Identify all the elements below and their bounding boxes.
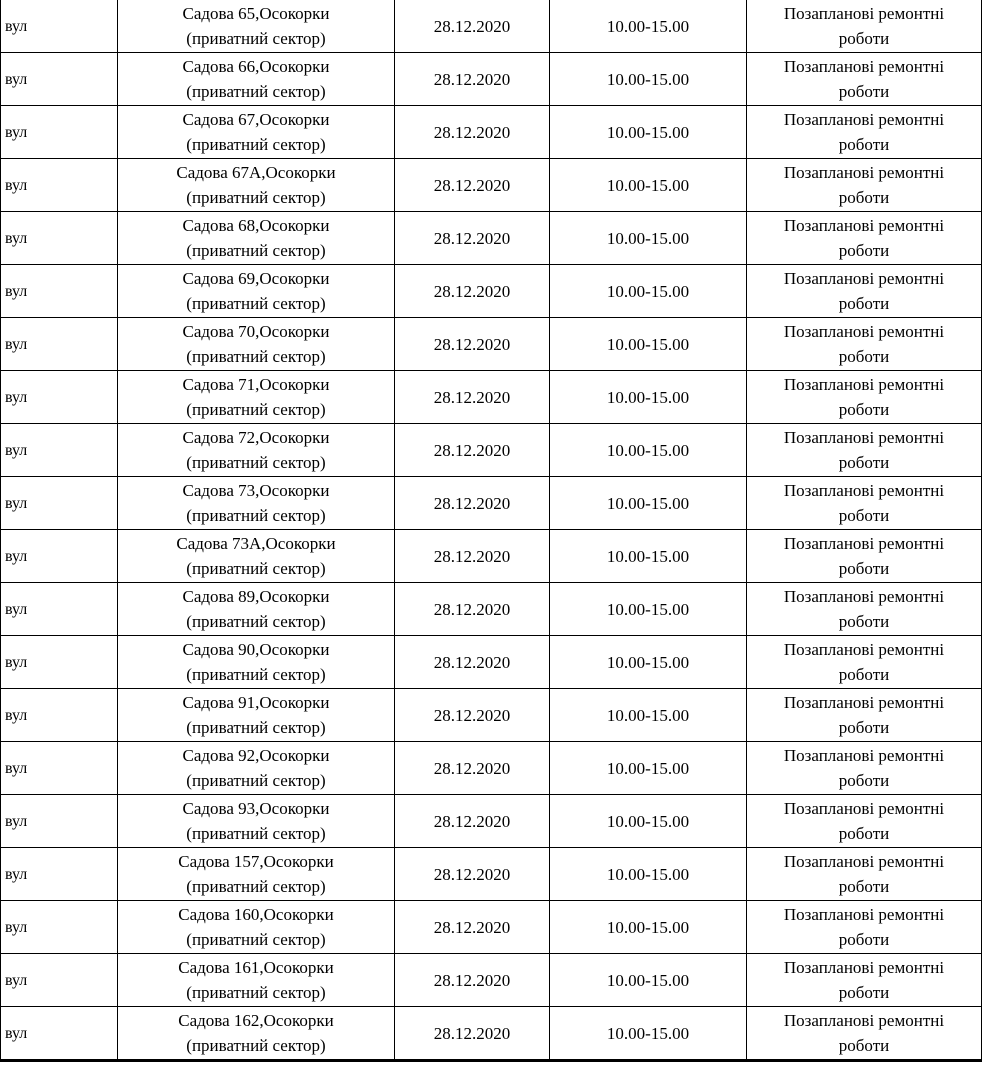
time-cell: 10.00-15.00	[550, 901, 747, 954]
sector-note: (приватний сектор)	[186, 824, 326, 843]
sector-note: (приватний сектор)	[186, 453, 326, 472]
time-cell: 10.00-15.00	[550, 106, 747, 159]
address-cell	[118, 0, 395, 53]
table-row	[1, 1007, 982, 1061]
street-type-cell: вул	[1, 1007, 118, 1061]
date-cell: 28.12.2020	[395, 0, 550, 53]
table-row	[1, 636, 982, 689]
street-type-cell: вул	[1, 530, 118, 583]
reason-line-1: Позапланові ремонтні	[783, 57, 945, 76]
reason-cell	[747, 159, 982, 212]
sector-note: (приватний сектор)	[186, 612, 326, 631]
street-address: Садова 89,Осокорки	[182, 587, 330, 606]
reason-cell	[747, 371, 982, 424]
date-cell: 28.12.2020	[395, 530, 550, 583]
table-row	[1, 742, 982, 795]
street-type-cell: вул	[1, 742, 118, 795]
street-type-cell: вул	[1, 371, 118, 424]
reason-line-1: Позапланові ремонтні	[783, 640, 945, 659]
date-cell: 28.12.2020	[395, 742, 550, 795]
reason-cell	[747, 901, 982, 954]
time-cell: 10.00-15.00	[550, 742, 747, 795]
reason-line-2: роботи	[838, 559, 890, 578]
address-cell	[118, 212, 395, 265]
street-type-cell: вул	[1, 689, 118, 742]
reason-line-1: Позапланові ремонтні	[783, 216, 945, 235]
sector-note: (приватний сектор)	[186, 29, 326, 48]
date-cell: 28.12.2020	[395, 848, 550, 901]
table-row	[1, 583, 982, 636]
reason-line-1: Позапланові ремонтні	[783, 269, 945, 288]
reason-line-1: Позапланові ремонтні	[783, 905, 945, 924]
table-row	[1, 901, 982, 954]
address-cell	[118, 159, 395, 212]
sector-note: (приватний сектор)	[186, 400, 326, 419]
date-cell: 28.12.2020	[395, 371, 550, 424]
table-row	[1, 53, 982, 106]
reason-line-1: Позапланові ремонтні	[783, 852, 945, 871]
time-cell: 10.00-15.00	[550, 265, 747, 318]
address-cell	[118, 318, 395, 371]
reason-line-2: роботи	[838, 877, 890, 896]
street-type-cell: вул	[1, 265, 118, 318]
table-row	[1, 795, 982, 848]
reason-cell	[747, 530, 982, 583]
reason-line-2: роботи	[838, 294, 890, 313]
table-row	[1, 159, 982, 212]
street-type-cell: вул	[1, 636, 118, 689]
date-cell: 28.12.2020	[395, 53, 550, 106]
table-row	[1, 848, 982, 901]
date-cell: 28.12.2020	[395, 636, 550, 689]
reason-line-1: Позапланові ремонтні	[783, 693, 945, 712]
reason-cell	[747, 742, 982, 795]
address-cell	[118, 53, 395, 106]
table-row	[1, 477, 982, 530]
reason-line-1: Позапланові ремонтні	[783, 375, 945, 394]
street-type-cell: вул	[1, 795, 118, 848]
reason-line-2: роботи	[838, 29, 890, 48]
table-row	[1, 265, 982, 318]
date-cell: 28.12.2020	[395, 689, 550, 742]
street-type-cell: вул	[1, 954, 118, 1007]
street-address: Садова 71,Осокорки	[182, 375, 330, 394]
sector-note: (приватний сектор)	[186, 188, 326, 207]
reason-line-2: роботи	[838, 612, 890, 631]
address-cell	[118, 477, 395, 530]
date-cell: 28.12.2020	[395, 477, 550, 530]
table-row	[1, 954, 982, 1007]
table-row	[1, 106, 982, 159]
address-cell	[118, 530, 395, 583]
reason-cell	[747, 318, 982, 371]
reason-cell	[747, 424, 982, 477]
reason-line-1: Позапланові ремонтні	[783, 534, 945, 553]
time-cell: 10.00-15.00	[550, 0, 747, 53]
street-type-cell: вул	[1, 318, 118, 371]
sector-note: (приватний сектор)	[186, 718, 326, 737]
date-cell: 28.12.2020	[395, 954, 550, 1007]
sector-note: (приватний сектор)	[186, 506, 326, 525]
address-cell	[118, 371, 395, 424]
reason-line-2: роботи	[838, 188, 890, 207]
street-address: Садова 91,Осокорки	[182, 693, 330, 712]
time-cell: 10.00-15.00	[550, 1007, 747, 1061]
date-cell: 28.12.2020	[395, 318, 550, 371]
reason-line-2: роботи	[838, 453, 890, 472]
reason-line-2: роботи	[838, 930, 890, 949]
table-row	[1, 318, 982, 371]
time-cell: 10.00-15.00	[550, 477, 747, 530]
sector-note: (приватний сектор)	[186, 877, 326, 896]
reason-line-1: Позапланові ремонтні	[783, 587, 945, 606]
reason-line-1: Позапланові ремонтні	[783, 958, 945, 977]
reason-line-2: роботи	[838, 82, 890, 101]
reason-cell	[747, 212, 982, 265]
sector-note: (приватний сектор)	[186, 665, 326, 684]
date-cell: 28.12.2020	[395, 265, 550, 318]
table-body	[1, 0, 982, 1061]
address-cell	[118, 795, 395, 848]
reason-line-1: Позапланові ремонтні	[783, 4, 945, 23]
reason-line-2: роботи	[838, 506, 890, 525]
date-cell: 28.12.2020	[395, 424, 550, 477]
reason-line-1: Позапланові ремонтні	[783, 481, 945, 500]
sector-note: (приватний сектор)	[186, 135, 326, 154]
street-address: Садова 66,Осокорки	[182, 57, 330, 76]
time-cell: 10.00-15.00	[550, 212, 747, 265]
address-cell	[118, 636, 395, 689]
reason-cell	[747, 848, 982, 901]
time-cell: 10.00-15.00	[550, 583, 747, 636]
street-address: Садова 73,Осокорки	[182, 481, 330, 500]
sector-note: (приватний сектор)	[186, 241, 326, 260]
address-cell	[118, 1007, 395, 1061]
address-cell	[118, 265, 395, 318]
street-address: Садова 68,Осокорки	[182, 216, 330, 235]
reason-cell	[747, 265, 982, 318]
reason-line-1: Позапланові ремонтні	[783, 322, 945, 341]
table-row	[1, 371, 982, 424]
time-cell: 10.00-15.00	[550, 689, 747, 742]
street-type-cell: вул	[1, 0, 118, 53]
time-cell: 10.00-15.00	[550, 424, 747, 477]
table-row	[1, 424, 982, 477]
street-type-cell: вул	[1, 477, 118, 530]
date-cell: 28.12.2020	[395, 583, 550, 636]
street-address: Садова 161,Осокорки	[178, 958, 334, 977]
sector-note: (приватний сектор)	[186, 559, 326, 578]
date-cell: 28.12.2020	[395, 159, 550, 212]
reason-cell	[747, 954, 982, 1007]
date-cell: 28.12.2020	[395, 795, 550, 848]
street-address: Садова 69,Осокорки	[182, 269, 330, 288]
reason-line-2: роботи	[838, 665, 890, 684]
table-row	[1, 0, 982, 53]
street-type-cell: вул	[1, 583, 118, 636]
address-cell	[118, 106, 395, 159]
street-address: Садова 73А,Осокорки	[176, 534, 336, 553]
street-address: Садова 70,Осокорки	[182, 322, 330, 341]
time-cell: 10.00-15.00	[550, 371, 747, 424]
sector-note: (приватний сектор)	[186, 930, 326, 949]
reason-line-2: роботи	[838, 983, 890, 1002]
time-cell: 10.00-15.00	[550, 795, 747, 848]
reason-line-2: роботи	[838, 824, 890, 843]
street-type-cell: вул	[1, 212, 118, 265]
time-cell: 10.00-15.00	[550, 159, 747, 212]
date-cell: 28.12.2020	[395, 106, 550, 159]
address-cell	[118, 742, 395, 795]
street-address: Садова 160,Осокорки	[178, 905, 334, 924]
sector-note: (приватний сектор)	[186, 983, 326, 1002]
street-address: Садова 93,Осокорки	[182, 799, 330, 818]
sector-note: (приватний сектор)	[186, 771, 326, 790]
reason-line-1: Позапланові ремонтні	[783, 746, 945, 765]
street-type-cell: вул	[1, 424, 118, 477]
reason-line-1: Позапланові ремонтні	[783, 1011, 945, 1030]
reason-cell	[747, 795, 982, 848]
reason-cell	[747, 1007, 982, 1061]
reason-cell	[747, 53, 982, 106]
date-cell: 28.12.2020	[395, 1007, 550, 1061]
reason-cell	[747, 106, 982, 159]
reason-cell	[747, 689, 982, 742]
street-address: Садова 162,Осокорки	[178, 1011, 334, 1030]
table-row	[1, 212, 982, 265]
time-cell: 10.00-15.00	[550, 530, 747, 583]
reason-line-2: роботи	[838, 1036, 890, 1055]
street-type-cell: вул	[1, 53, 118, 106]
address-cell	[118, 689, 395, 742]
address-cell	[118, 954, 395, 1007]
reason-line-2: роботи	[838, 718, 890, 737]
reason-line-2: роботи	[838, 771, 890, 790]
street-address: Садова 72,Осокорки	[182, 428, 330, 447]
reason-line-2: роботи	[838, 347, 890, 366]
street-address: Садова 65,Осокорки	[182, 4, 330, 23]
reason-line-1: Позапланові ремонтні	[783, 799, 945, 818]
table-row	[1, 689, 982, 742]
street-type-cell: вул	[1, 159, 118, 212]
time-cell: 10.00-15.00	[550, 954, 747, 1007]
address-cell	[118, 901, 395, 954]
address-cell	[118, 424, 395, 477]
street-address: Садова 92,Осокорки	[182, 746, 330, 765]
reason-line-2: роботи	[838, 400, 890, 419]
reason-cell	[747, 583, 982, 636]
reason-line-1: Позапланові ремонтні	[783, 163, 945, 182]
reason-cell	[747, 636, 982, 689]
sector-note: (приватний сектор)	[186, 82, 326, 101]
time-cell: 10.00-15.00	[550, 53, 747, 106]
street-type-cell: вул	[1, 901, 118, 954]
reason-line-1: Позапланові ремонтні	[783, 110, 945, 129]
reason-line-2: роботи	[838, 241, 890, 260]
reason-line-1: Позапланові ремонтні	[783, 428, 945, 447]
reason-cell	[747, 477, 982, 530]
street-address: Садова 67А,Осокорки	[176, 163, 336, 182]
time-cell: 10.00-15.00	[550, 636, 747, 689]
reason-line-2: роботи	[838, 135, 890, 154]
sector-note: (приватний сектор)	[186, 347, 326, 366]
date-cell: 28.12.2020	[395, 212, 550, 265]
address-cell	[118, 583, 395, 636]
time-cell: 10.00-15.00	[550, 318, 747, 371]
date-cell: 28.12.2020	[395, 901, 550, 954]
street-type-cell: вул	[1, 106, 118, 159]
sector-note: (приватний сектор)	[186, 1036, 326, 1055]
street-type-cell: вул	[1, 848, 118, 901]
table-row	[1, 530, 982, 583]
reason-cell	[747, 0, 982, 53]
address-cell	[118, 848, 395, 901]
time-cell: 10.00-15.00	[550, 848, 747, 901]
street-address: Садова 157,Осокорки	[178, 852, 334, 871]
sector-note: (приватний сектор)	[186, 294, 326, 313]
street-address: Садова 90,Осокорки	[182, 640, 330, 659]
street-address: Садова 67,Осокорки	[182, 110, 330, 129]
